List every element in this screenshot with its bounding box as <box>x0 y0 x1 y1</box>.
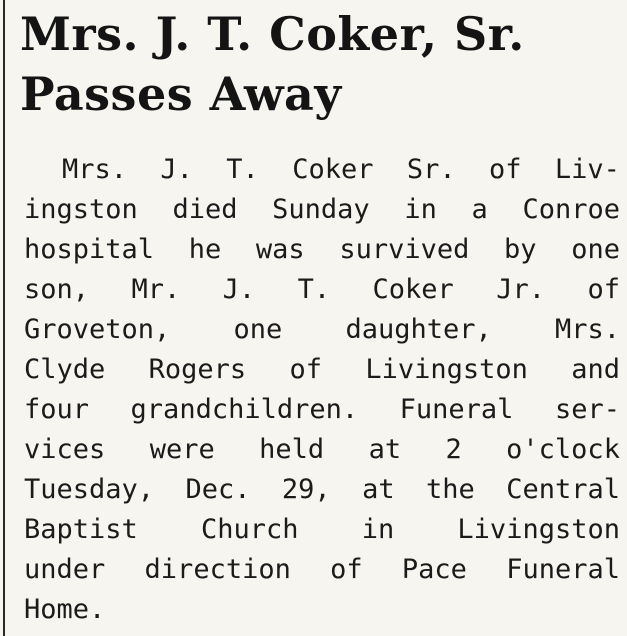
body-word: one <box>571 234 620 265</box>
body-line <box>24 310 620 350</box>
body-word: of <box>489 154 522 185</box>
body-word: in <box>404 194 437 225</box>
body-word: Tuesday, <box>24 474 155 505</box>
body-word: vices <box>24 434 106 465</box>
body-word: Dec. <box>185 474 251 505</box>
body-word: Sunday <box>272 194 370 225</box>
headline <box>20 4 620 124</box>
body-word: Liv- <box>554 154 620 185</box>
body-word: four <box>24 394 90 425</box>
body-word: was <box>255 234 305 265</box>
body-line <box>24 550 620 590</box>
body-line <box>24 590 620 630</box>
body-word: he <box>188 234 222 265</box>
body-word: Funeral <box>399 394 514 425</box>
body-word: ingston <box>24 194 138 225</box>
body-line <box>24 470 620 510</box>
article-body <box>24 150 620 630</box>
body-word: of <box>330 554 363 585</box>
body-word: Livingston <box>365 354 528 385</box>
headline-line-2: Passes Away <box>20 67 342 121</box>
body-word: J. <box>160 154 193 185</box>
body-word: one <box>233 314 283 345</box>
body-word: Funeral <box>506 554 620 585</box>
body-word: 2 <box>445 434 462 465</box>
body-line <box>24 430 620 470</box>
body-word: of <box>587 274 620 305</box>
body-line <box>24 230 620 270</box>
body-word: the <box>426 474 475 505</box>
body-word: Baptist <box>24 514 138 545</box>
body-word: T. <box>297 274 331 305</box>
body-word: direction <box>144 554 291 585</box>
body-word: Central <box>506 474 620 505</box>
body-word: Livingston <box>457 514 620 545</box>
body-word: by <box>504 234 537 265</box>
body-word: Mr. <box>131 274 181 305</box>
body-word: 29, <box>281 474 331 505</box>
body-word: under <box>24 554 106 585</box>
body-word: held <box>259 434 325 465</box>
body-word: at <box>368 434 402 465</box>
body-line <box>24 190 620 230</box>
body-word: survived <box>339 234 470 265</box>
body-word: Coker <box>372 274 454 305</box>
body-word: Clyde <box>24 354 106 385</box>
body-word: died <box>172 194 238 225</box>
body-word: T. <box>226 154 259 185</box>
body-word: grandchildren. <box>130 394 359 425</box>
body-word: at <box>362 474 395 505</box>
body-word: Mrs. <box>554 314 620 345</box>
body-word: Mrs. <box>62 154 128 185</box>
body-word: in <box>361 514 395 545</box>
body-word: Sr. <box>406 154 456 185</box>
body-line <box>24 150 620 190</box>
body-word: daughter, <box>345 314 492 345</box>
column-rule <box>3 0 5 636</box>
body-word: a <box>471 194 488 225</box>
body-word: hospital <box>24 234 155 265</box>
body-word: son, <box>24 274 90 305</box>
body-word: ser- <box>554 394 620 425</box>
body-word: Home. <box>24 594 106 625</box>
body-line <box>24 350 620 390</box>
body-line <box>24 270 620 310</box>
body-line <box>24 390 620 430</box>
body-word: Pace <box>401 554 467 585</box>
body-word: Coker <box>292 154 374 185</box>
body-word: and <box>571 354 620 385</box>
body-word: of <box>289 354 322 385</box>
headline-line-1: Mrs. J. T. Coker, Sr. <box>20 7 525 61</box>
body-word: Rogers <box>148 354 247 385</box>
body-word: Church <box>200 514 299 545</box>
body-word: were <box>149 434 215 465</box>
body-word: J. <box>222 274 256 305</box>
body-line <box>24 510 620 550</box>
body-word: Groveton, <box>24 314 171 345</box>
body-word: Conroe <box>522 194 620 225</box>
body-word: Jr. <box>496 274 546 305</box>
body-word: o'clock <box>506 434 620 465</box>
